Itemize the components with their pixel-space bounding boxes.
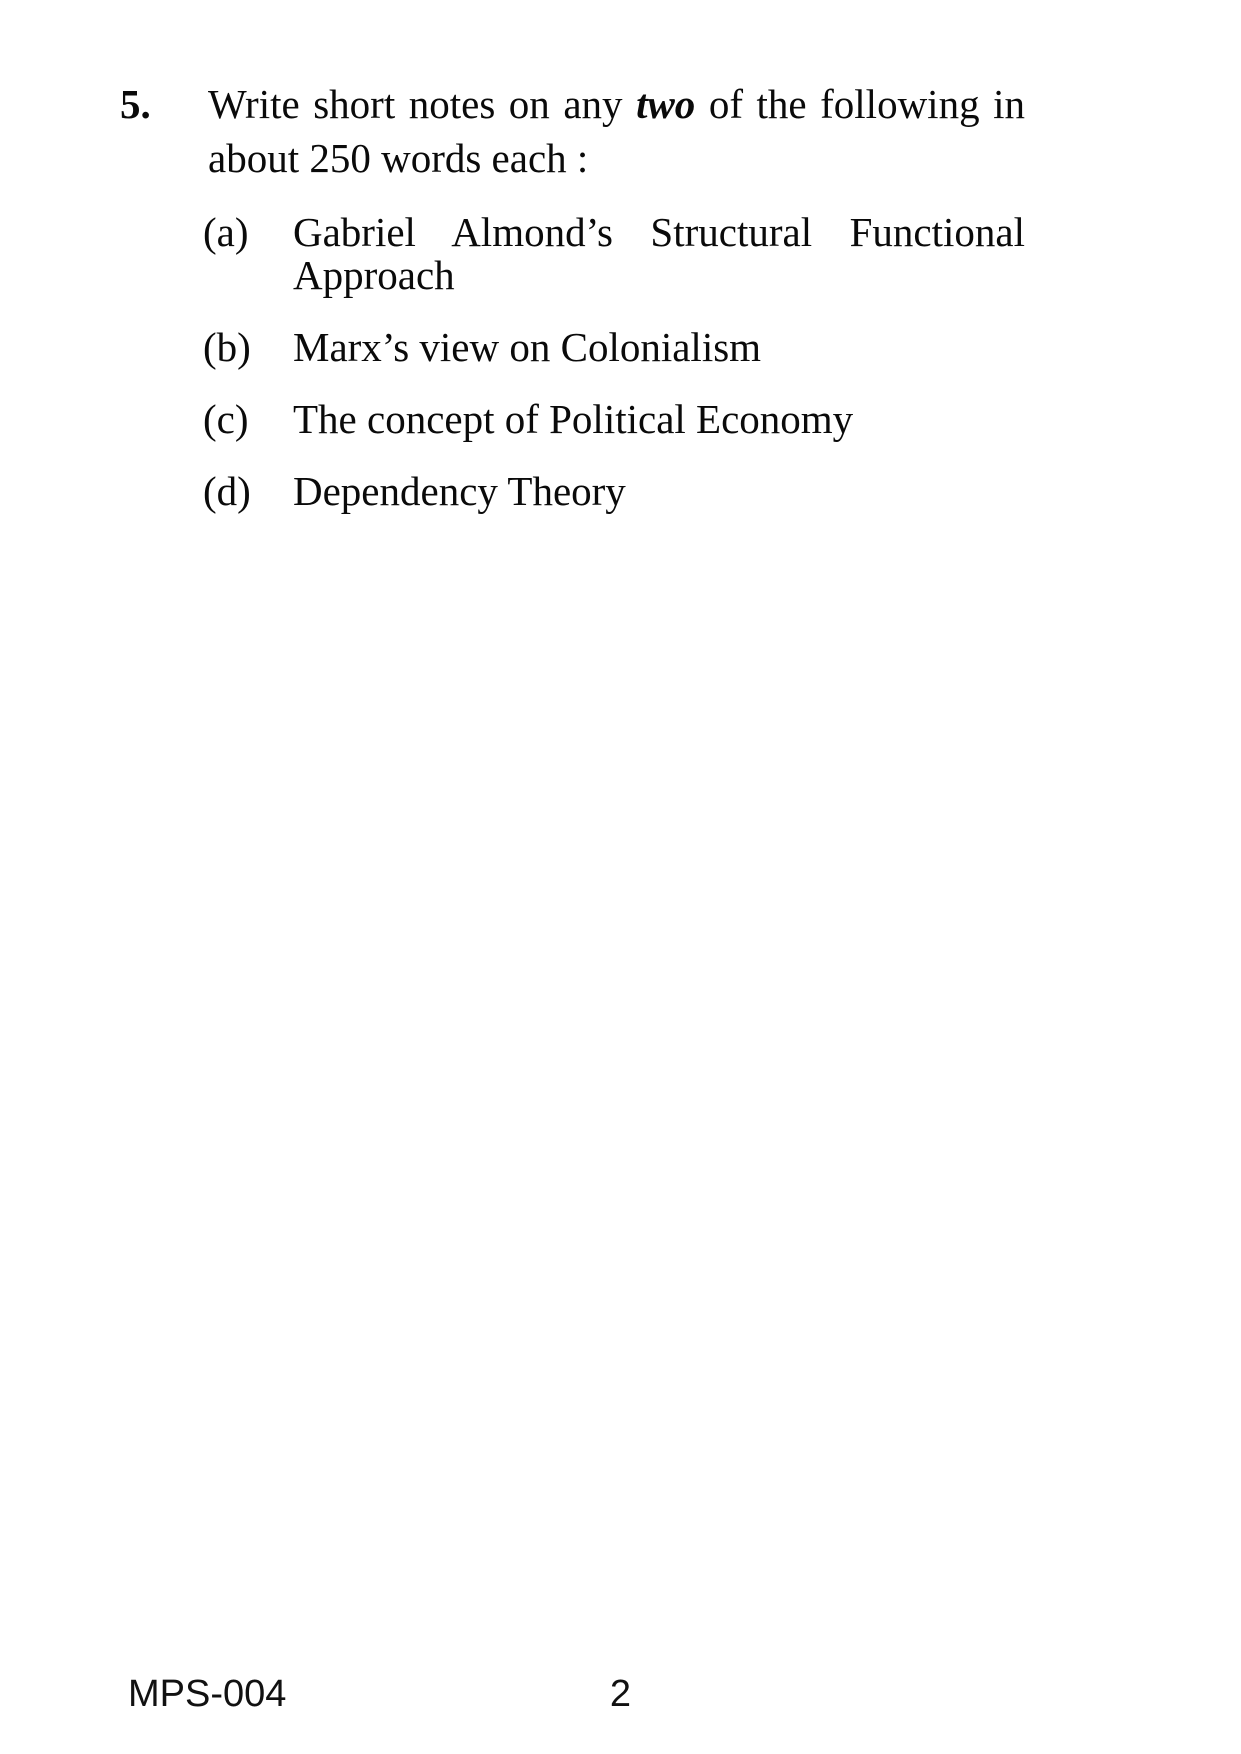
item-text-b: Marx’s view on Colonialism: [293, 324, 762, 370]
question-5: [120, 77, 1025, 185]
options-list: [203, 211, 1025, 513]
question-text: [208, 77, 1025, 185]
question-number: 5.: [120, 81, 151, 127]
item-label-a: (a): [203, 209, 249, 255]
item-text-a: Gabriel Almond’s Structural Functional Approach: [293, 209, 1025, 298]
page-number: 2: [609, 1673, 632, 1715]
item-label-d: (d): [203, 468, 251, 514]
item-text-c: The concept of Political Economy: [293, 396, 854, 442]
item-text-d: Dependency Theory: [293, 468, 626, 514]
list-item-c: [203, 398, 1025, 441]
question-block: [120, 77, 1025, 513]
item-label-c: (c): [203, 396, 249, 442]
question-text-before: Write short notes on any: [208, 81, 637, 127]
course-code: MPS-004: [128, 1673, 287, 1715]
question-text-emphasis: two: [636, 81, 696, 127]
list-item-a: [203, 211, 1025, 297]
item-label-b: (b): [203, 324, 251, 370]
question-text-after: of the following in about 250 words each :: [208, 81, 1025, 181]
list-item-d: [203, 470, 1025, 513]
list-item-b: [203, 326, 1025, 369]
